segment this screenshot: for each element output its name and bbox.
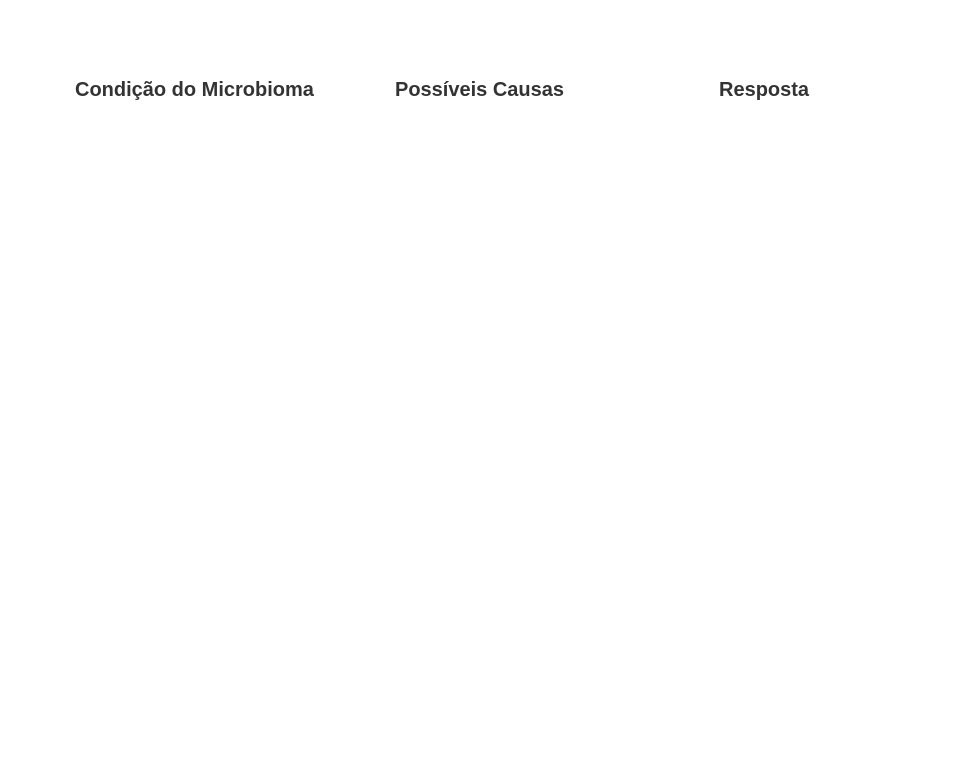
column-header-microbiome-condition: Condição do Microbioma <box>75 79 314 101</box>
table-header-row <box>75 78 935 102</box>
microbiome-table <box>75 78 935 738</box>
table-body <box>75 118 935 738</box>
column-header-possible-causes: Possíveis Causas <box>395 79 564 101</box>
column-header-response: Resposta <box>719 79 810 101</box>
